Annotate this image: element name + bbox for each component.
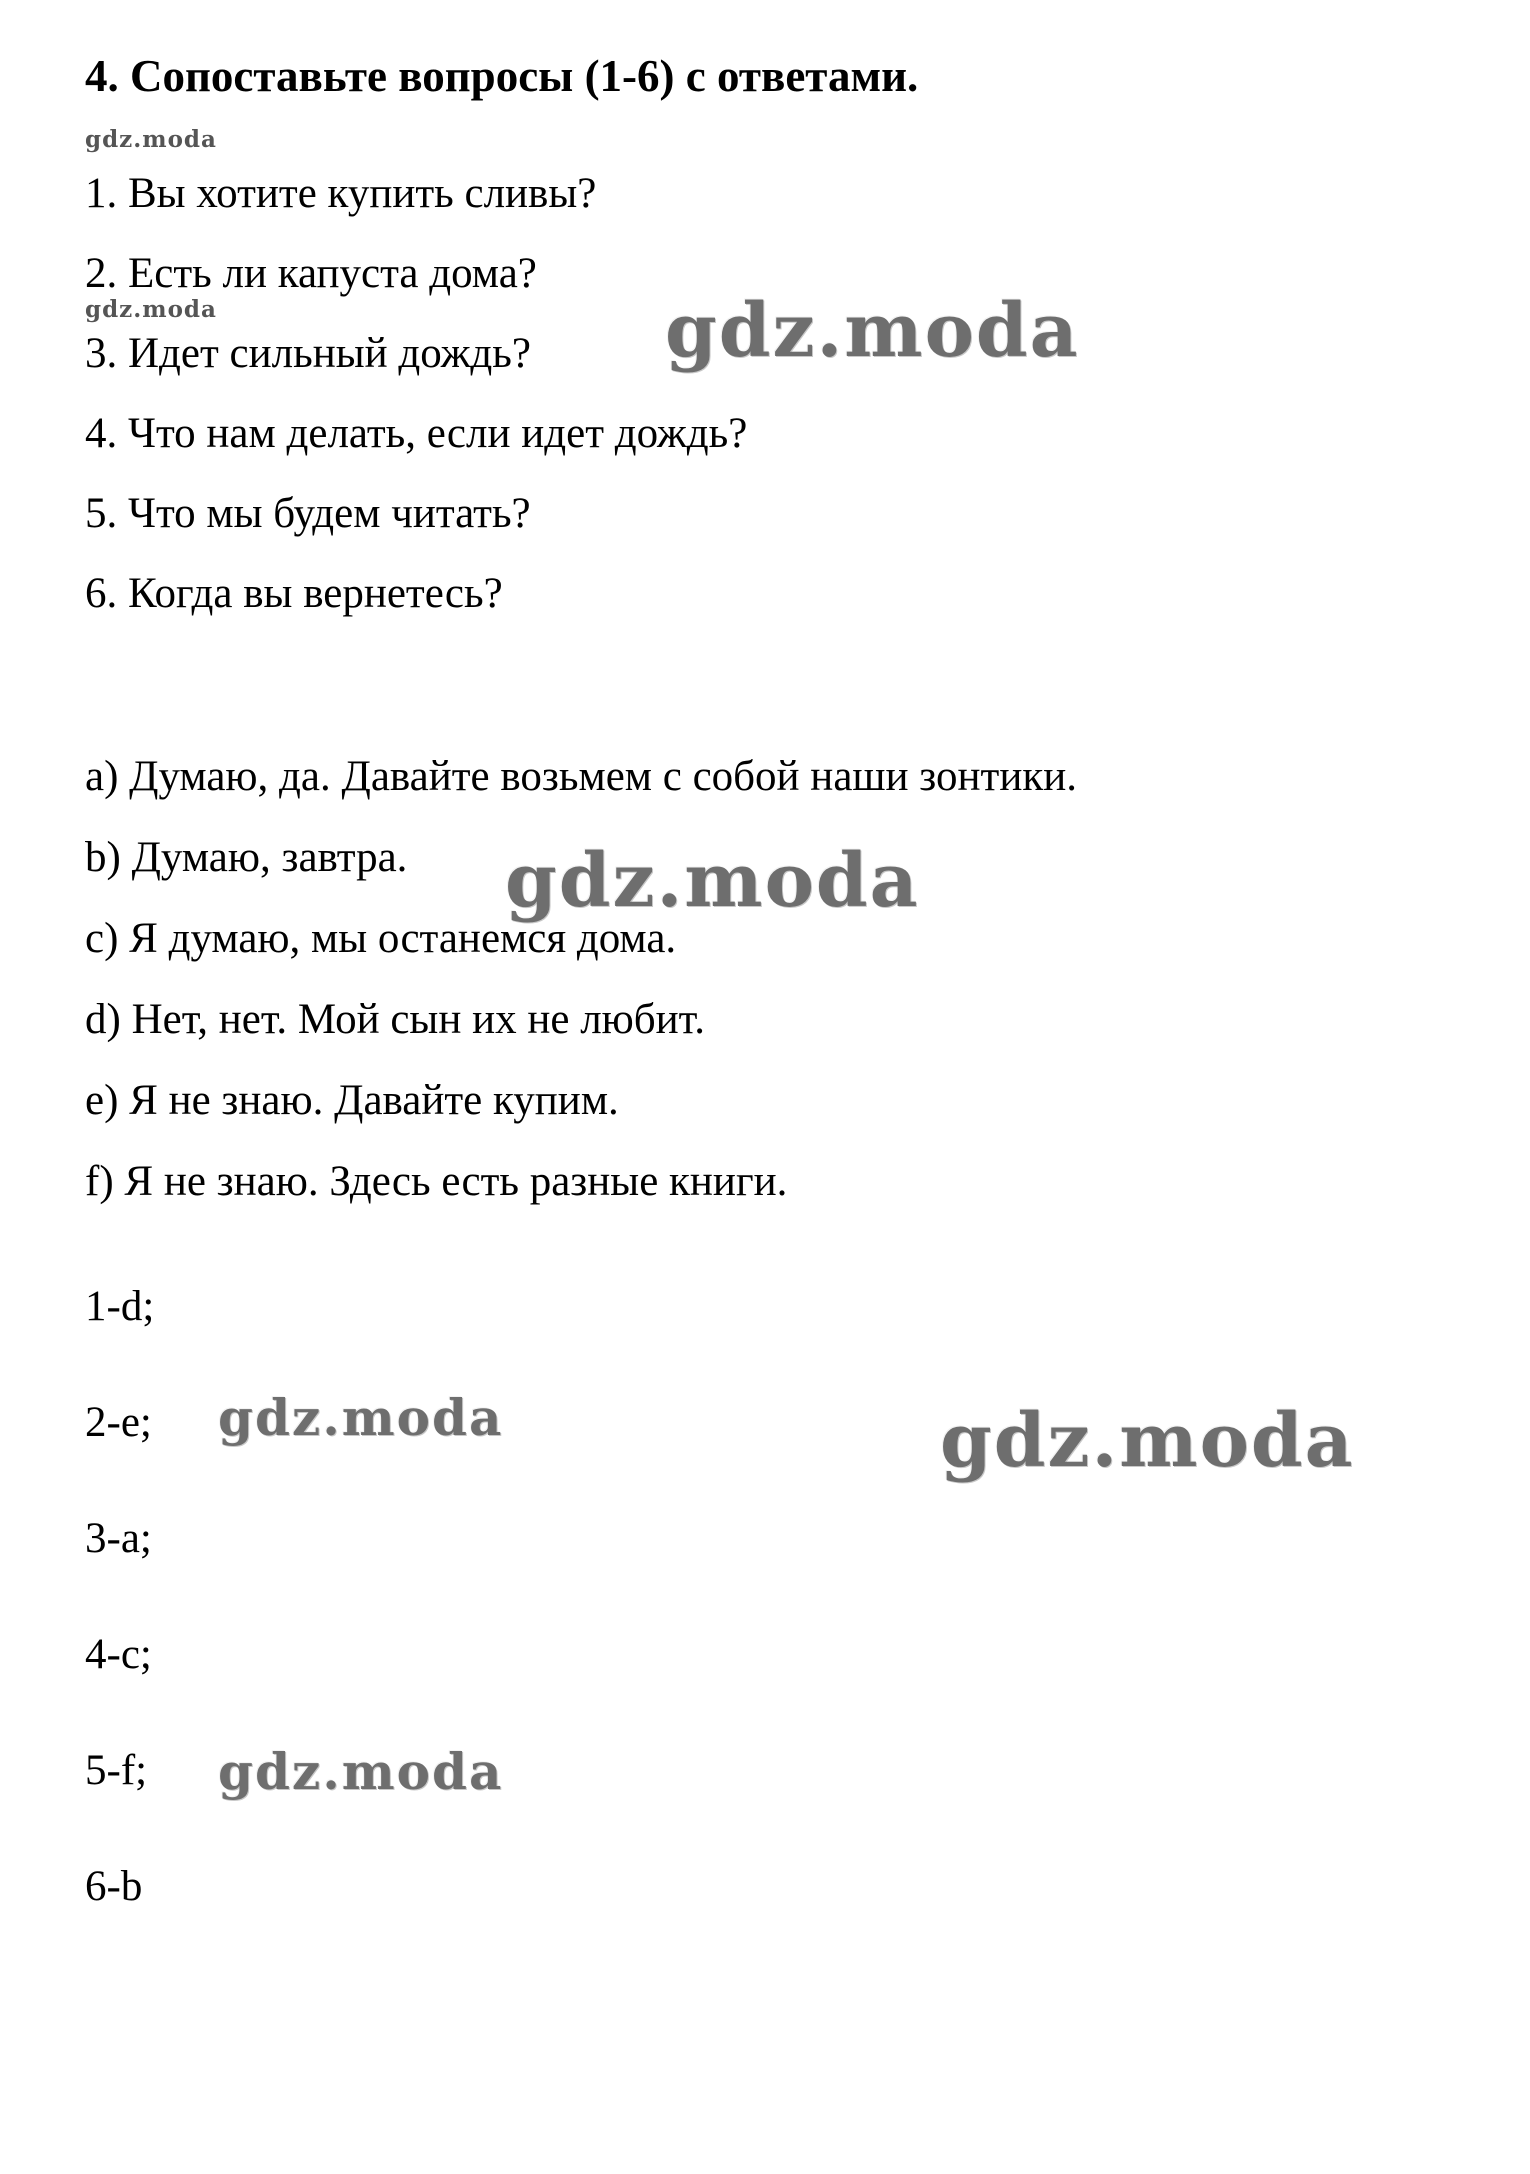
watermark: gdz.moda: [85, 296, 217, 323]
exercise-title: 4. Сопоставьте вопросы (1-6) с ответами.: [85, 51, 919, 101]
answer-f: f) Я не знаю. Здесь есть разные книги.: [85, 1157, 788, 1205]
answer-d: d) Нет, нет. Мой сын их не любит.: [85, 995, 705, 1043]
watermark: gdz.moda: [665, 288, 1080, 374]
watermark: gdz.moda: [505, 838, 920, 924]
question-4: 4. Что нам делать, если идет дождь?: [85, 409, 748, 457]
question-5: 5. Что мы будем читать?: [85, 489, 531, 537]
watermark: gdz.moda: [218, 1388, 504, 1447]
watermark: gdz.moda: [218, 1742, 504, 1801]
answers-list: [85, 752, 1470, 1205]
match-2: 2-e;: [85, 1398, 152, 1446]
answer-c: c) Я думаю, мы останемся дома.: [85, 914, 677, 962]
question-3: 3. Идет сильный дождь?: [85, 329, 531, 377]
watermark: gdz.moda: [85, 126, 217, 153]
questions-list: [85, 169, 1470, 617]
match-6: 6-b: [85, 1862, 143, 1910]
answer-a: a) Думаю, да. Давайте возьмем с собой наши зонтики.: [85, 752, 1077, 800]
question-2: 2. Есть ли капуста дома?: [85, 249, 537, 297]
question-6: 6. Когда вы вернетесь?: [85, 569, 503, 617]
match-4: 4-c;: [85, 1630, 152, 1678]
match-1: 1-d;: [85, 1282, 155, 1330]
watermark: gdz.moda: [940, 1398, 1355, 1484]
match-5: 5-f;: [85, 1746, 148, 1794]
matches-list: [85, 1282, 1470, 1910]
answer-b: b) Думаю, завтра.: [85, 833, 408, 881]
match-3: 3-a;: [85, 1514, 152, 1562]
answer-e: e) Я не знаю. Давайте купим.: [85, 1076, 619, 1124]
question-1: 1. Вы хотите купить сливы?: [85, 169, 597, 217]
